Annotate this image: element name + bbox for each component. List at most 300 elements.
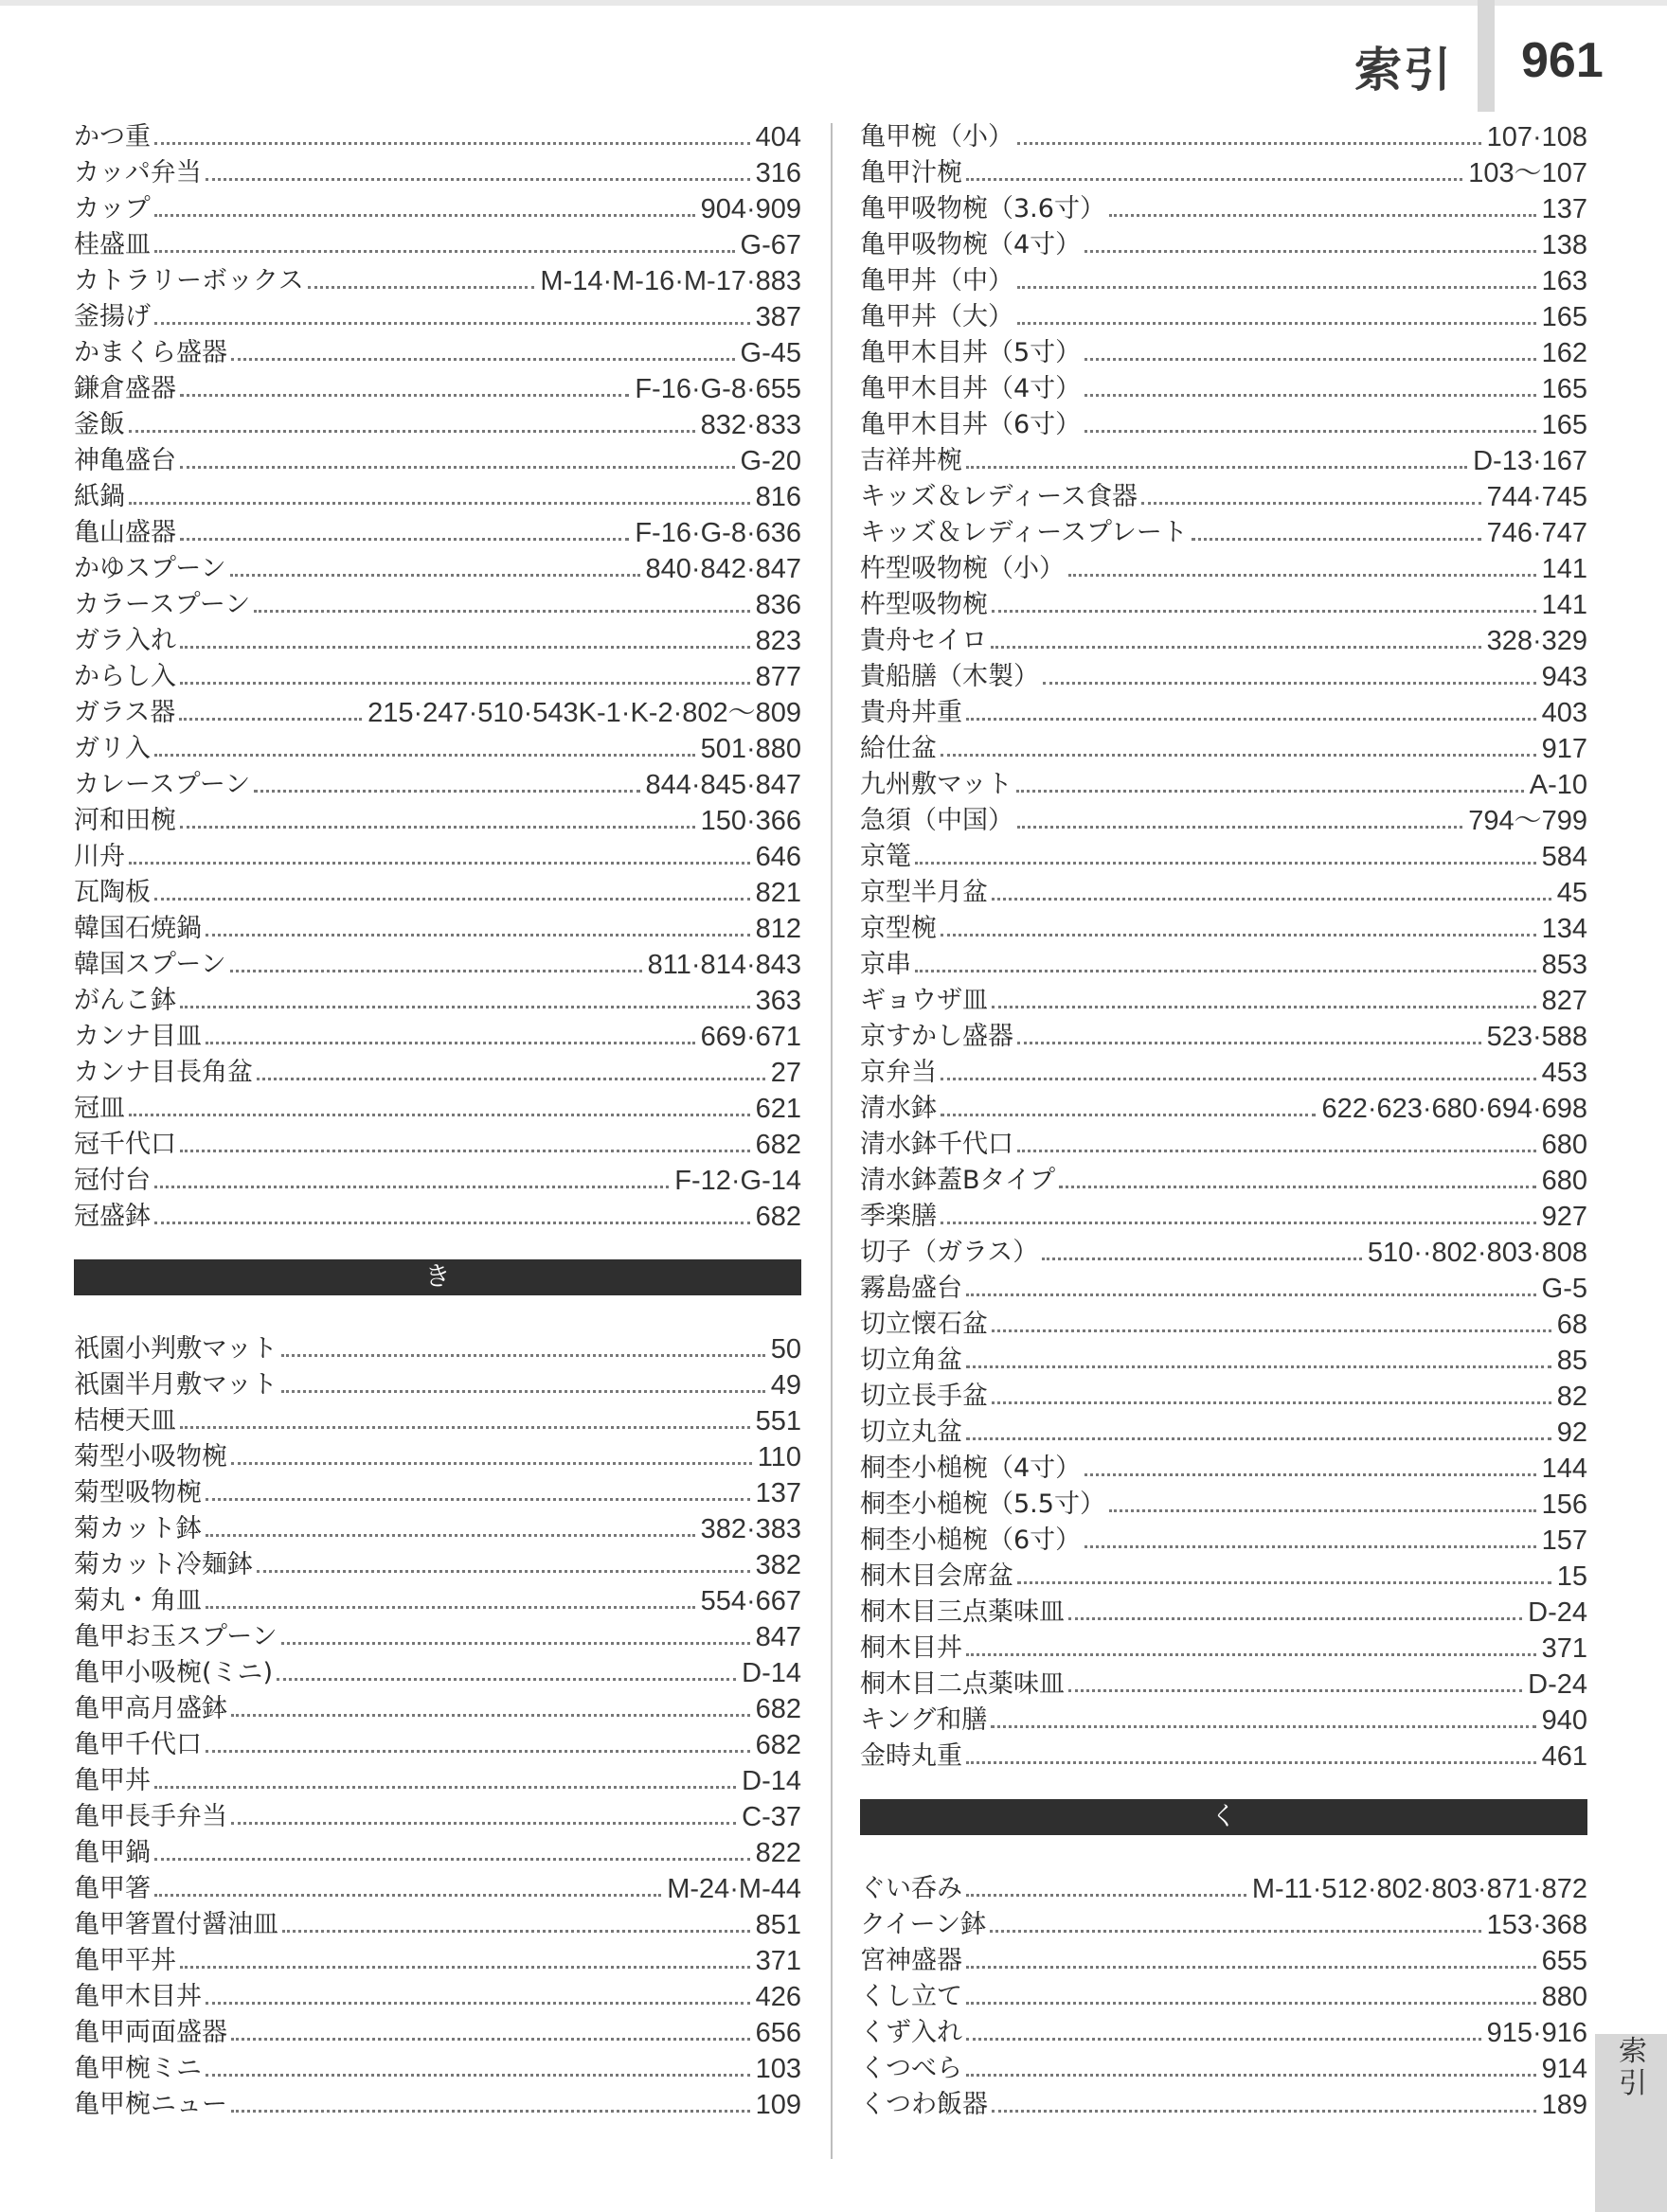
- index-entry: [860, 1943, 1587, 1979]
- entry-name: 菊カット冷麺鉢: [74, 1550, 253, 1579]
- entry-pages: 371: [755, 1946, 801, 1976]
- index-entry: [74, 803, 801, 839]
- dot-leader: [129, 862, 750, 865]
- dot-leader: [206, 934, 750, 937]
- index-entry: [74, 1943, 801, 1979]
- entry-pages: 822: [755, 1838, 801, 1868]
- index-entry: [860, 695, 1587, 731]
- entry-name: 菊型小吸物椀: [74, 1442, 227, 1472]
- entry-pages: 68: [1556, 1310, 1587, 1340]
- entry-pages: 746·747: [1486, 518, 1587, 548]
- index-entry: [860, 839, 1587, 875]
- entry-pages: 812: [755, 914, 801, 944]
- entry-pages: 655: [1541, 1946, 1587, 1976]
- dot-leader: [1017, 1150, 1536, 1152]
- index-entry: [860, 551, 1587, 587]
- entry-name: 宮神盛器: [860, 1946, 962, 1975]
- entry-pages: 15: [1556, 1561, 1587, 1592]
- header-divider-bar: [1478, 0, 1495, 112]
- index-entry: [860, 1523, 1587, 1559]
- index-title: 索引: [1354, 42, 1453, 98]
- dot-leader: [254, 610, 749, 613]
- dot-leader: [281, 1354, 765, 1357]
- index-entry: [860, 1163, 1587, 1199]
- entry-name: 切立長手盆: [860, 1382, 988, 1411]
- entry-name: 亀甲両面盛器: [74, 2018, 227, 2047]
- index-entry: [860, 299, 1587, 335]
- entry-pages: 137: [755, 1478, 801, 1508]
- dot-leader: [1059, 1186, 1535, 1188]
- entry-pages: 50: [770, 1334, 801, 1365]
- index-entry: [860, 1055, 1587, 1091]
- entry-name: 桐木目三点薬味皿: [860, 1597, 1065, 1627]
- entry-list-ki: [74, 1331, 801, 2123]
- entry-pages: 85: [1556, 1346, 1587, 1376]
- entry-name: 京型半月盆: [860, 878, 988, 907]
- entry-name: 亀甲椀（小）: [860, 122, 1013, 152]
- index-entry: [860, 1199, 1587, 1235]
- entry-name: 亀甲箸: [74, 1874, 151, 1903]
- dot-leader: [966, 178, 1462, 181]
- entry-pages: 137: [1541, 194, 1587, 224]
- entry-list-ku: [860, 1871, 1587, 2123]
- index-entry: [74, 623, 801, 659]
- entry-name: 韓国スプーン: [74, 950, 226, 979]
- entry-pages: 110: [757, 1442, 801, 1472]
- index-entry: [860, 1379, 1587, 1415]
- dot-leader: [1017, 142, 1481, 145]
- column-divider: [831, 123, 833, 2159]
- page-header: [1345, 28, 1629, 104]
- left-column: [74, 119, 801, 2123]
- entry-pages: 387: [755, 302, 801, 332]
- dot-leader: [154, 214, 695, 217]
- entry-pages: 150·366: [700, 806, 801, 836]
- index-entry: [74, 479, 801, 515]
- dot-leader: [206, 1606, 695, 1609]
- index-entry: [860, 1343, 1587, 1379]
- dot-leader: [1141, 502, 1481, 505]
- entry-name: 桐木目丼: [860, 1633, 962, 1663]
- index-entry: [860, 983, 1587, 1019]
- dot-leader: [992, 898, 1551, 901]
- dot-leader: [230, 970, 642, 972]
- entry-pages: 523·588: [1486, 1022, 1587, 1052]
- dot-leader: [282, 1930, 750, 1933]
- entry-pages: 682: [755, 1130, 801, 1160]
- index-entry: [74, 1331, 801, 1367]
- entry-name: 亀甲汁椀: [860, 158, 962, 187]
- index-entry: [860, 1307, 1587, 1343]
- dot-leader: [1109, 214, 1536, 217]
- dot-leader: [154, 754, 695, 757]
- dot-leader: [1084, 250, 1535, 253]
- entry-pages: 853: [1541, 950, 1587, 980]
- entry-name: 切立角盆: [860, 1346, 962, 1375]
- entry-pages: 914: [1541, 2054, 1587, 2084]
- entry-name: くつわ飯器: [860, 2090, 988, 2119]
- entry-pages: 656: [755, 2018, 801, 2048]
- entry-name: 亀甲木目丼（4寸）: [860, 374, 1082, 403]
- index-entry: [860, 1667, 1587, 1703]
- entry-name: かまくら盛器: [74, 338, 227, 367]
- entry-name: 釜飯: [74, 410, 125, 439]
- dot-leader: [206, 2002, 750, 2005]
- entry-pages: 880: [1541, 1982, 1587, 2012]
- entry-pages: 215·247·510·543K-1·K-2·802～809: [367, 698, 801, 728]
- entry-pages: 316: [755, 158, 801, 188]
- entry-name: カッパ弁当: [74, 158, 202, 187]
- dot-leader: [1017, 286, 1536, 289]
- entry-pages: G-5: [1541, 1274, 1587, 1304]
- dot-leader: [154, 322, 750, 325]
- entry-pages: 163: [1541, 266, 1587, 296]
- entry-pages: 915·916: [1486, 2018, 1587, 2048]
- dot-leader: [154, 142, 750, 145]
- entry-pages: 156: [1541, 1490, 1587, 1520]
- entry-pages: 811·814·843: [647, 950, 801, 980]
- dot-leader: [992, 1401, 1551, 1404]
- dot-leader: [129, 1114, 750, 1116]
- entry-list-ka: [74, 119, 801, 1235]
- entry-name: 清水鉢: [860, 1094, 937, 1123]
- entry-pages: 82: [1556, 1382, 1587, 1412]
- index-entry: [860, 443, 1587, 479]
- index-entry: [74, 155, 801, 191]
- dot-leader: [1192, 538, 1481, 541]
- dot-leader: [966, 466, 1467, 469]
- index-entry: [860, 911, 1587, 947]
- top-edge-line: [0, 0, 1667, 6]
- entry-name: からし入: [74, 662, 176, 691]
- index-entry: [860, 803, 1587, 839]
- dot-leader: [308, 286, 535, 289]
- entry-name: キング和膳: [860, 1705, 988, 1735]
- index-entry: [860, 1907, 1587, 1943]
- entry-name: 菊カット鉢: [74, 1514, 202, 1543]
- dot-leader: [966, 1894, 1246, 1897]
- entry-pages: 404: [755, 122, 801, 152]
- entry-name: がんこ鉢: [74, 986, 176, 1015]
- entry-name: 冠皿: [74, 1094, 125, 1123]
- index-entry: [74, 839, 801, 875]
- dot-leader: [180, 394, 629, 397]
- entry-pages: 382: [755, 1550, 801, 1580]
- dot-leader: [915, 862, 1536, 865]
- entry-name: 川舟: [74, 842, 125, 871]
- entry-pages: 49: [770, 1370, 801, 1400]
- index-entry: [74, 1199, 801, 1235]
- dot-leader: [966, 1365, 1551, 1368]
- index-entry: [860, 1127, 1587, 1163]
- entry-name: 切子（ガラス）: [860, 1238, 1039, 1267]
- index-entry: [74, 227, 801, 263]
- index-entry: [860, 479, 1587, 515]
- dot-leader: [257, 1078, 765, 1080]
- dot-leader: [129, 502, 750, 505]
- index-entry: [74, 371, 801, 407]
- entry-pages: 157: [1541, 1525, 1587, 1556]
- index-entry: [74, 443, 801, 479]
- entry-list-ki-continued: [860, 119, 1587, 1775]
- entry-pages: 45: [1556, 878, 1587, 908]
- entry-name: 九州敷マット: [860, 770, 1013, 799]
- entry-name: 菊型吸物椀: [74, 1478, 202, 1507]
- entry-pages: D-14: [742, 1658, 801, 1688]
- dot-leader: [966, 718, 1536, 721]
- dot-leader: [1084, 394, 1535, 397]
- dot-leader: [966, 1437, 1551, 1440]
- dot-leader: [1084, 358, 1535, 361]
- entry-name: 桂盛皿: [74, 230, 151, 259]
- entry-name: 亀甲丼（大）: [860, 302, 1013, 331]
- entry-name: 桐杢小槌椀（4寸）: [860, 1454, 1082, 1483]
- dot-leader: [966, 2038, 1481, 2041]
- index-entry: [860, 119, 1587, 155]
- entry-name: 亀甲木目丼（5寸）: [860, 338, 1082, 367]
- entry-name: 亀甲丼（中）: [860, 266, 1013, 295]
- entry-pages: 794～799: [1468, 806, 1587, 836]
- entry-name: 亀甲お玉スプーン: [74, 1622, 278, 1651]
- index-entry: [860, 1739, 1587, 1775]
- entry-name: 鎌倉盛器: [74, 374, 176, 403]
- entry-name: 貴船膳（木製）: [860, 662, 1039, 691]
- entry-name: ガラ入れ: [74, 626, 176, 655]
- entry-name: 吉祥丼椀: [860, 446, 962, 475]
- entry-name: ガラス器: [74, 698, 176, 727]
- entry-name: 祇園半月敷マット: [74, 1370, 278, 1400]
- entry-name: かつ重: [74, 122, 151, 152]
- entry-name: 清水鉢蓋Bタイプ: [860, 1166, 1056, 1195]
- entry-name: 桐木目会席盆: [860, 1561, 1013, 1591]
- index-side-tab-label: [1616, 2036, 1650, 2100]
- entry-pages: 153·368: [1486, 1910, 1587, 1940]
- entry-name: 貴舟セイロ: [860, 626, 988, 655]
- entry-pages: C-37: [742, 1802, 801, 1832]
- entry-pages: G-45: [740, 338, 801, 368]
- entry-pages: G-20: [740, 446, 801, 476]
- entry-name: 桐木目二点薬味皿: [860, 1669, 1065, 1699]
- entry-name: 清水鉢千代口: [860, 1130, 1013, 1159]
- entry-name: ぐい呑み: [860, 1874, 962, 1903]
- side-tab-char-1: 索: [1619, 2035, 1647, 2068]
- dot-leader: [206, 178, 750, 181]
- dot-leader: [206, 1750, 750, 1753]
- entry-pages: D-13·167: [1473, 446, 1587, 476]
- entry-pages: 904·909: [700, 194, 801, 224]
- dot-leader: [257, 1570, 750, 1573]
- entry-name: 亀甲吸物椀（4寸）: [860, 230, 1082, 259]
- dot-leader: [966, 2002, 1536, 2005]
- entry-pages: D-24: [1528, 1669, 1587, 1700]
- entry-pages: F-12·G-14: [674, 1166, 801, 1196]
- entry-pages: M-14·M-16·M-17·883: [540, 266, 801, 296]
- entry-name: 季楽膳: [860, 1202, 937, 1231]
- entry-name: 亀甲鍋: [74, 1838, 151, 1867]
- entry-pages: 107·108: [1486, 122, 1587, 152]
- entry-name: 神亀盛台: [74, 446, 176, 475]
- index-entry: [74, 767, 801, 803]
- entry-name: カンナ目長角盆: [74, 1058, 253, 1087]
- index-entry: [74, 1127, 801, 1163]
- index-entry: [74, 1655, 801, 1691]
- index-entry: [74, 2015, 801, 2051]
- entry-name: 亀甲高月盛鉢: [74, 1694, 227, 1723]
- index-entry: [860, 767, 1587, 803]
- dot-leader: [231, 1462, 752, 1465]
- dot-leader: [180, 1426, 750, 1429]
- dot-leader: [180, 826, 695, 829]
- index-entry: [860, 1451, 1587, 1487]
- entry-name: くし立て: [860, 1982, 962, 2011]
- dot-leader: [277, 1678, 736, 1681]
- dot-leader: [966, 1293, 1536, 1296]
- section-header-ki: き: [74, 1259, 801, 1295]
- entry-name: 亀甲椀ニュー: [74, 2090, 227, 2119]
- entry-pages: 680: [1541, 1130, 1587, 1160]
- entry-name: 桐杢小槌椀（6寸）: [860, 1525, 1082, 1555]
- entry-name: 金時丸重: [860, 1741, 962, 1771]
- index-entry: [74, 191, 801, 227]
- entry-name: 亀山盛器: [74, 518, 176, 547]
- dot-leader: [129, 430, 695, 433]
- entry-pages: 328·329: [1486, 626, 1587, 656]
- index-entry: [860, 1559, 1587, 1595]
- index-entry: [74, 1799, 801, 1835]
- entry-pages: 27: [770, 1058, 801, 1088]
- entry-pages: D-24: [1528, 1597, 1587, 1628]
- entry-pages: 144: [1541, 1454, 1587, 1484]
- entry-pages: 832·833: [700, 410, 801, 440]
- entry-pages: 162: [1541, 338, 1587, 368]
- entry-pages: 669·671: [700, 1022, 801, 1052]
- index-entry: [860, 659, 1587, 695]
- entry-pages: 103～107: [1468, 158, 1587, 188]
- entry-name: カラースプーン: [74, 590, 251, 619]
- entry-pages: 823: [755, 626, 801, 656]
- dot-leader: [180, 538, 629, 541]
- entry-name: 亀甲千代口: [74, 1730, 202, 1759]
- dot-leader: [154, 1222, 750, 1224]
- entry-pages: 682: [755, 1202, 801, 1232]
- dot-leader: [1017, 1581, 1551, 1584]
- entry-name: 急須（中国）: [860, 806, 1013, 835]
- entry-pages: 551: [755, 1406, 801, 1436]
- entry-pages: 165: [1541, 374, 1587, 404]
- index-entry: [74, 1091, 801, 1127]
- entry-name: 亀甲平丼: [74, 1946, 176, 1975]
- dot-leader: [180, 1150, 750, 1152]
- entry-pages: M-11·512·802·803·871·872: [1251, 1874, 1587, 1904]
- dot-leader: [941, 1114, 1316, 1116]
- entry-pages: 510··802·803·808: [1367, 1238, 1587, 1268]
- entry-pages: 363: [755, 986, 801, 1016]
- index-entry: [74, 407, 801, 443]
- index-entry: [860, 731, 1587, 767]
- entry-name: 桔梗天皿: [74, 1406, 176, 1436]
- dot-leader: [1043, 682, 1536, 685]
- dot-leader: [231, 1822, 736, 1825]
- index-entry: [74, 335, 801, 371]
- entry-pages: 877: [755, 662, 801, 692]
- index-entry: [860, 407, 1587, 443]
- dot-leader: [154, 898, 750, 901]
- entry-pages: 165: [1541, 302, 1587, 332]
- index-entry: [74, 947, 801, 983]
- index-entry: [74, 1163, 801, 1199]
- entry-pages: 622·623·680·694·698: [1321, 1094, 1587, 1124]
- index-entry: [74, 1727, 801, 1763]
- index-entry: [74, 1055, 801, 1091]
- dot-leader: [990, 1930, 1480, 1933]
- entry-pages: 682: [755, 1694, 801, 1724]
- dot-leader: [180, 1006, 750, 1008]
- entry-name: 韓国石焼鍋: [74, 914, 202, 943]
- index-entry: [74, 587, 801, 623]
- index-entry: [74, 1979, 801, 2015]
- entry-name: 冠千代口: [74, 1130, 176, 1159]
- index-entry: [860, 191, 1587, 227]
- entry-name: 冠付台: [74, 1166, 151, 1195]
- dot-leader: [206, 1042, 695, 1044]
- page-number: 961: [1521, 33, 1604, 88]
- index-entry: [74, 983, 801, 1019]
- index-entry: [860, 1019, 1587, 1055]
- entry-pages: 836: [755, 590, 801, 620]
- entry-pages: 461: [1541, 1741, 1587, 1772]
- index-entry: [74, 1019, 801, 1055]
- dot-leader: [1017, 322, 1536, 325]
- entry-name: くつべら: [860, 2054, 962, 2083]
- side-tab-char-2: 引: [1619, 2067, 1647, 2100]
- entry-pages: 109: [755, 2090, 801, 2120]
- entry-name: 給仕盆: [860, 734, 937, 763]
- dot-leader: [941, 1222, 1536, 1224]
- index-entry: [860, 1979, 1587, 2015]
- entry-name: 亀甲箸置付醤油皿: [74, 1910, 278, 1939]
- dot-leader: [915, 970, 1536, 972]
- dot-leader: [1016, 790, 1524, 793]
- entry-name: 河和田椀: [74, 806, 176, 835]
- dot-leader: [992, 2110, 1536, 2113]
- entry-pages: 827: [1541, 986, 1587, 1016]
- index-entry: [74, 1475, 801, 1511]
- index-entry: [860, 227, 1587, 263]
- dot-leader: [154, 1894, 661, 1897]
- entry-name: 亀甲丼: [74, 1766, 151, 1795]
- index-entry: [860, 947, 1587, 983]
- entry-name: 亀甲小吸椀(ミニ): [74, 1658, 274, 1687]
- index-entry: [860, 155, 1587, 191]
- entry-name: 京すかし盛器: [860, 1022, 1013, 1051]
- entry-name: 菊丸・角皿: [74, 1586, 202, 1615]
- index-entry: [74, 1907, 801, 1943]
- index-entry: [860, 1871, 1587, 1907]
- index-entry: [860, 263, 1587, 299]
- dot-leader: [1109, 1509, 1536, 1512]
- entry-pages: 165: [1541, 410, 1587, 440]
- dot-leader: [992, 1329, 1551, 1332]
- dot-leader: [941, 934, 1536, 937]
- entry-pages: 371: [1541, 1633, 1587, 1664]
- entry-pages: 646: [755, 842, 801, 872]
- dot-leader: [231, 358, 735, 361]
- entry-pages: 501·880: [700, 734, 801, 764]
- dot-leader: [966, 1761, 1536, 1764]
- index-entry: [74, 1871, 801, 1907]
- dot-leader: [941, 754, 1536, 757]
- dot-leader: [230, 574, 640, 577]
